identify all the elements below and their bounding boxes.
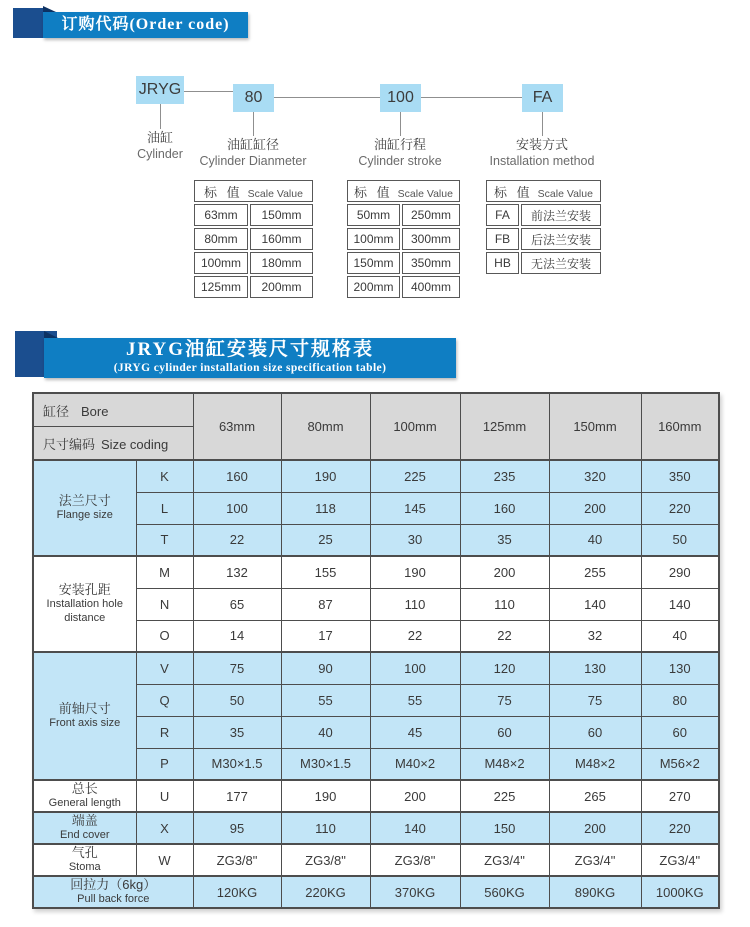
spec-value-cell: 140 [370,812,460,844]
spec-row [33,460,719,492]
installation-scale-table [484,178,603,276]
spec-value-cell: 265 [549,780,641,812]
group-label-cn: 前轴尺寸 [58,701,111,716]
spec-value-cell: 200 [549,812,641,844]
scale-cell: 400mm [402,276,460,298]
spec-value-cell: 890KG [549,876,641,908]
scale-row [347,276,460,298]
spec-value-cell: 25 [281,524,370,556]
spec-value-cell: 132 [193,556,281,588]
spec-size-code: R [136,716,193,748]
spec-table [32,392,720,909]
spec-row [33,492,719,524]
group-label-cn: 总长 [71,781,98,796]
spec-value-cell: 40 [641,620,719,652]
spec-group-label [33,812,136,844]
spec-value-cell: 100 [193,492,281,524]
spec-value-cell: 60 [641,716,719,748]
scale-cell: 100mm [347,228,400,250]
scale-table-header: 标 值 Scale Value [194,180,313,202]
spec-table-header-bar [44,338,456,378]
scale-cell: 后法兰安装 [521,228,601,250]
spec-value-cell: 45 [370,716,460,748]
ribbon-fold-icon [44,331,58,338]
spec-value-cell: 160 [193,460,281,492]
spec-value-cell: 80 [641,684,719,716]
spec-value-cell: M40×2 [370,748,460,780]
spec-group-label [33,652,136,780]
spec-value-cell: 60 [460,716,549,748]
group-label-en: Flange size [56,509,113,521]
spec-value-cell: 155 [281,556,370,588]
label-cylinder-diameter: 油缸缸径 Cylinder Dianmeter [199,137,307,168]
spec-value-cell: 225 [370,460,460,492]
code-box-series: JRYG [136,76,184,104]
spec-value-cell: 30 [370,524,460,556]
spec-group-label [33,844,136,876]
connector-line [160,104,161,129]
scale-cell: 300mm [402,228,460,250]
accent-square-icon [13,8,47,38]
spec-row [33,748,719,780]
scale-cell: 前法兰安装 [521,204,601,226]
scale-cell: 250mm [402,204,460,226]
code-box-stroke: 100 [380,84,421,112]
spec-row [33,588,719,620]
spec-value-cell: 40 [549,524,641,556]
spec-row [33,556,719,588]
scale-cell: 100mm [194,252,248,274]
spec-value-cell: 14 [193,620,281,652]
scale-table-header: 标 值 Scale Value [486,180,601,202]
spec-value-cell: 140 [641,588,719,620]
scale-cell: HB [486,252,519,274]
spec-value-cell: 35 [460,524,549,556]
spec-value-cell: 350 [641,460,719,492]
scale-cell: FA [486,204,519,226]
spec-value-cell: 35 [193,716,281,748]
scale-row [486,228,601,250]
scale-cell: 200mm [250,276,313,298]
spec-value-cell: M48×2 [549,748,641,780]
connector-line [274,97,380,98]
spec-col-header: 160mm [641,393,719,460]
spec-table-subtitle: (JRYG cylinder installation size specification table) [113,362,387,374]
spec-value-cell: M48×2 [460,748,549,780]
label-cylinder-stroke: 油缸行程 Cylinder stroke [358,137,442,168]
connector-line [253,112,254,136]
spec-col-header: 63mm [193,393,281,460]
spec-value-cell: 225 [460,780,549,812]
spec-value-cell: 160 [460,492,549,524]
connector-line [542,112,543,136]
scale-row [194,276,313,298]
scale-cell: 150mm [250,204,313,226]
spec-value-cell: 220KG [281,876,370,908]
group-label-en: Stoma [68,861,101,873]
spec-value-cell: 270 [641,780,719,812]
label-cylinder: 油缸 Cylinder [137,130,183,161]
spec-group-label [33,556,136,652]
scale-cell: 150mm [347,252,400,274]
spec-value-cell: 22 [460,620,549,652]
code-box-diameter: 80 [233,84,274,112]
scale-cell: 63mm [194,204,248,226]
spec-row [33,524,719,556]
spec-value-cell: 40 [281,716,370,748]
spec-value-cell: 130 [549,652,641,684]
scale-row [486,252,601,274]
spec-value-cell: 75 [460,684,549,716]
scale-row [347,252,460,274]
diameter-scale-table [192,178,315,300]
spec-col-header: 80mm [281,393,370,460]
spec-value-cell: 235 [460,460,549,492]
spec-value-cell: 177 [193,780,281,812]
spec-value-cell: M30×1.5 [281,748,370,780]
spec-row [33,684,719,716]
spec-value-cell: ZG3/4" [460,844,549,876]
spec-value-cell: 220 [641,492,719,524]
spec-col-header: 150mm [549,393,641,460]
scale-row [194,252,313,274]
scale-row [347,228,460,250]
spec-value-cell: 370KG [370,876,460,908]
spec-value-cell: 55 [281,684,370,716]
spec-size-code: W [136,844,193,876]
spec-row [33,652,719,684]
spec-value-cell: 110 [460,588,549,620]
group-label-en: Pull back force [77,893,150,905]
spec-value-cell: 110 [370,588,460,620]
group-label-en: General length [48,797,121,809]
spec-value-cell: 22 [193,524,281,556]
spec-value-cell: 1000KG [641,876,719,908]
spec-value-cell: 290 [641,556,719,588]
spec-value-cell: 320 [549,460,641,492]
spec-row [33,780,719,812]
spec-value-cell: ZG3/8" [370,844,460,876]
spec-value-cell: 118 [281,492,370,524]
scale-row [194,228,313,250]
spec-value-cell: 95 [193,812,281,844]
connector-line [184,91,233,92]
spec-size-code: N [136,588,193,620]
scale-cell: 180mm [250,252,313,274]
label-installation-method: 安装方式 Installation method [489,137,595,168]
spec-group-label [33,780,136,812]
spec-value-cell: 200 [370,780,460,812]
spec-value-cell: 65 [193,588,281,620]
scale-cell: 50mm [347,204,400,226]
spec-size-code: L [136,492,193,524]
group-label-cn: 回拉力（6kg） [70,877,157,892]
scale-row [194,204,313,226]
spec-value-cell: 75 [549,684,641,716]
spec-size-code: K [136,460,193,492]
spec-value-cell: 190 [281,780,370,812]
spec-group-label [33,876,193,908]
scale-cell: FB [486,228,519,250]
spec-value-cell: M56×2 [641,748,719,780]
spec-value-cell: 140 [549,588,641,620]
spec-value-cell: 120KG [193,876,281,908]
spec-table-title: JRYG油缸安装尺寸规格表 [125,339,375,360]
spec-value-cell: 200 [460,556,549,588]
spec-value-cell: 120 [460,652,549,684]
spec-size-code: X [136,812,193,844]
spec-size-code: P [136,748,193,780]
spec-col-header: 125mm [460,393,549,460]
spec-value-cell: ZG3/4" [641,844,719,876]
spec-value-cell: 200 [549,492,641,524]
code-box-installation: FA [522,84,563,112]
spec-value-cell: ZG3/8" [193,844,281,876]
scale-cell: 无法兰安装 [521,252,601,274]
scale-cell: 125mm [194,276,248,298]
spec-value-cell: 22 [370,620,460,652]
group-label-cn: 安装孔距 [58,582,111,597]
spec-size-code: O [136,620,193,652]
spec-size-code: M [136,556,193,588]
spec-value-cell: 50 [641,524,719,556]
spec-value-cell: 190 [281,460,370,492]
spec-value-cell: 220 [641,812,719,844]
spec-value-cell: 87 [281,588,370,620]
spec-value-cell: 190 [370,556,460,588]
spec-row [33,812,719,844]
spec-value-cell: M30×1.5 [193,748,281,780]
spec-size-code: V [136,652,193,684]
spec-row [33,844,719,876]
group-label-en: End cover [59,829,110,841]
spec-value-cell: 90 [281,652,370,684]
corner-bore-cell: 缸径 Bore [33,393,193,427]
scale-row [486,204,601,226]
spec-value-cell: 110 [281,812,370,844]
order-code-header [43,12,248,38]
scale-cell: 200mm [347,276,400,298]
spec-col-header: 100mm [370,393,460,460]
scale-cell: 160mm [250,228,313,250]
group-label-en: Installation hole distance [46,598,123,624]
spec-row [33,716,719,748]
spec-value-cell: 130 [641,652,719,684]
spec-value-cell: 17 [281,620,370,652]
group-label-cn: 端盖 [71,813,98,828]
spec-row [33,620,719,652]
spec-size-code: Q [136,684,193,716]
corner-size-coding-cell: 尺寸编码 Size coding [33,427,193,461]
scale-cell: 80mm [194,228,248,250]
group-label-cn: 法兰尺寸 [58,493,111,508]
scale-row [347,204,460,226]
spec-size-code: T [136,524,193,556]
group-label-cn: 气孔 [71,845,98,860]
spec-value-cell: 55 [370,684,460,716]
spec-value-cell: 75 [193,652,281,684]
connector-line [421,97,522,98]
spec-value-cell: 100 [370,652,460,684]
spec-value-cell: 560KG [460,876,549,908]
scale-table-header: 标 值 Scale Value [347,180,460,202]
spec-value-cell: 150 [460,812,549,844]
scale-cell: 350mm [402,252,460,274]
spec-value-cell: 255 [549,556,641,588]
connector-line [400,112,401,136]
spec-group-label [33,460,136,556]
spec-value-cell: 60 [549,716,641,748]
order-code-title: 订购代码(Order code) [61,16,230,33]
spec-value-cell: 50 [193,684,281,716]
spec-row [33,876,719,908]
spec-value-cell: ZG3/4" [549,844,641,876]
spec-value-cell: 32 [549,620,641,652]
stroke-scale-table [345,178,462,300]
spec-value-cell: ZG3/8" [281,844,370,876]
group-label-en: Front axis size [49,717,121,729]
spec-size-code: U [136,780,193,812]
spec-value-cell: 145 [370,492,460,524]
